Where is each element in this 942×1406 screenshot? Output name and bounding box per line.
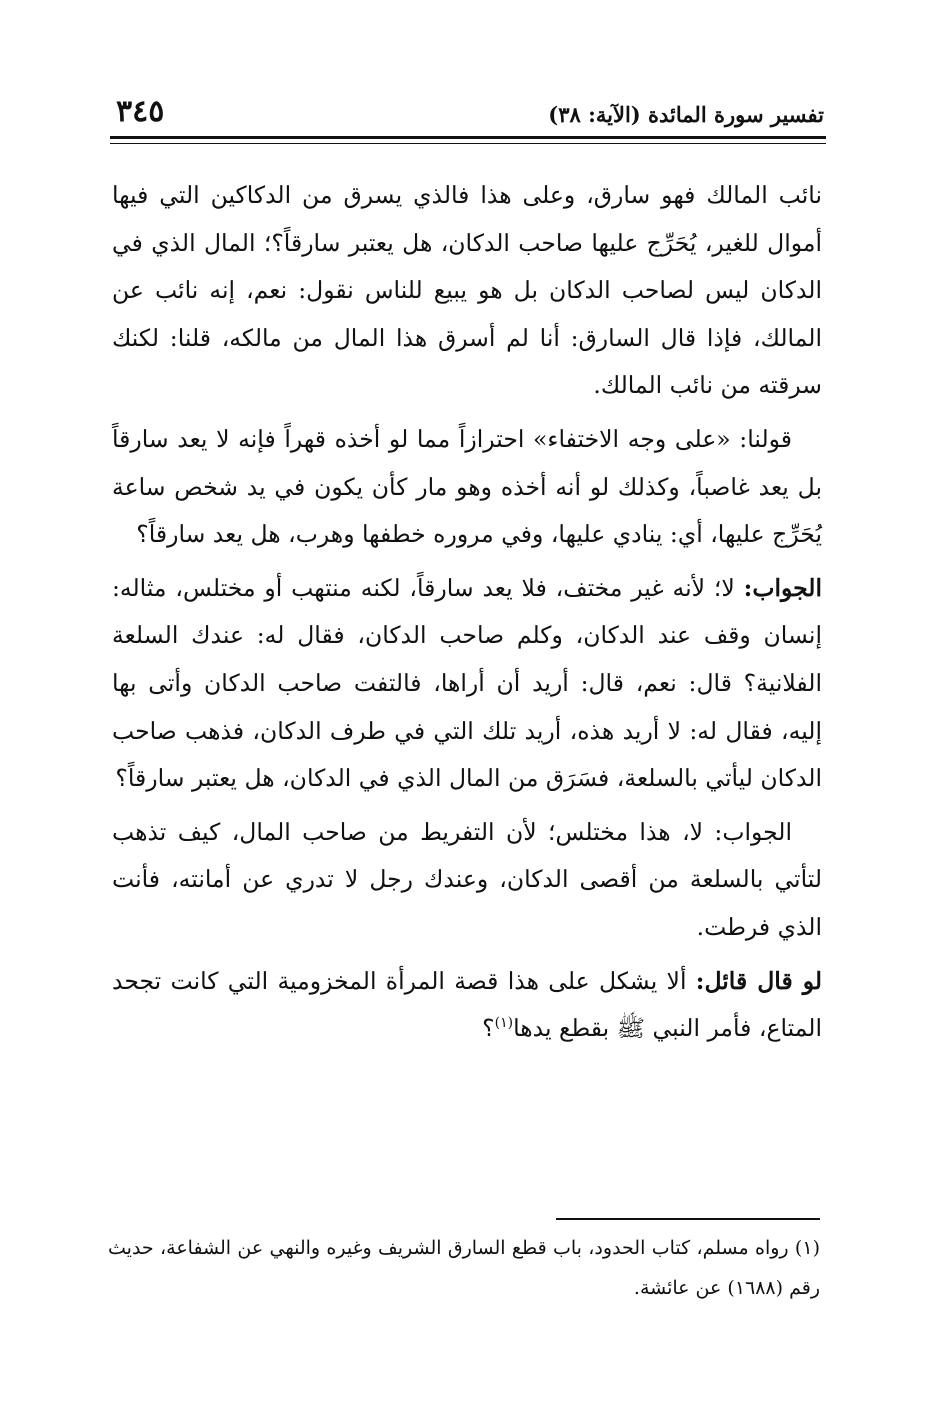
paragraph-3 <box>112 565 822 803</box>
main-text <box>112 172 822 1059</box>
paragraph-5 <box>112 958 822 1053</box>
paragraph-4: الجواب: لا، هذا مختلس؛ لأن التفريط من صاحب المال، كيف تذهب لتأتي بالسلعة من أقصى الدكان، وعندك رجل لا تدري عن أمانته، فأنت الذي فرطت. <box>112 817 822 941</box>
footnote-text: (١) رواه مسلم، كتاب الحدود، باب قطع السارق الشريف وغيره والنهي عن الشفاعة، حديث رقم (١٦٨٨) عن عائشة. <box>108 1237 820 1299</box>
paragraph-1: نائب المالك فهو سارق، وعلى هذا فالذي يسرق من الدكاكين التي فيها أموال للغير، يُحَرِّج عليها صاحب الدكان، هل يعتبر سارقاً؟؛ المال الذي في الدكان ليس لصاحب الدكان بل هو يبيع للناس نقول: نعم، إنه نائب عن المالك، فإذا قال السارق: أنا لم أسرق هذا المال من مالكه، قلنا: لكنك سرقته من نائب المالك. <box>112 181 822 400</box>
paragraph-2: قولنا: «على وجه الاختفاء» احترازاً مما لو أخذه قهراً فإنه لا يعد سارقاً بل يعد غاصباً، وكذلك لو أنه أخذه وهو مار كأن يكون في يد شخص ساعة يُحَرِّج عليها، أي: ينادي عليها، وفي مروره خطفها وهرب، هل يعد سارقاً؟ <box>112 424 822 549</box>
running-title: تفسير سورة المائدة (الآية: ٣٨) <box>548 102 824 127</box>
page-header <box>112 92 824 134</box>
paragraph-5-text: ألا يشكل على هذا قصة المرأة المخزومية التي كانت تجحد المتاع، فأمر النبي ﷺ بقطع يدها <box>112 966 822 1043</box>
footnote-reference: (١) <box>494 1015 514 1032</box>
paragraph-5-lead: لو قال قائل: <box>695 966 822 995</box>
header-rule-thick <box>110 136 826 139</box>
header-rule-thin <box>110 143 826 144</box>
footnote-separator <box>556 1218 820 1220</box>
paragraph-5-end: ؟ <box>482 1014 495 1043</box>
paragraph-3-text: لا؛ لأنه غير مختف، فلا يعد سارقاً، لكنه منتهب أو مختلس، مثاله: إنسان وقف عند الدكان، وكلم صاحب الدكان، فقال له: عندك السلعة الفلانية؟ قال: نعم، قال: أريد أن أراها، فالتفت صاحب الدكان وأتى بها إليه، فقال له: لا أريد هذه، أريد تلك التي في طرف الدكان، فذهب صاحب الدكان ليأتي بالسلعة، فسَرَق من المال الذي في الدكان، هل يعتبر سارقاً؟ <box>112 573 822 793</box>
page-number: ٣٤٥ <box>116 94 165 129</box>
paragraph-3-lead: الجواب: <box>743 573 822 602</box>
footnote <box>108 1228 820 1308</box>
